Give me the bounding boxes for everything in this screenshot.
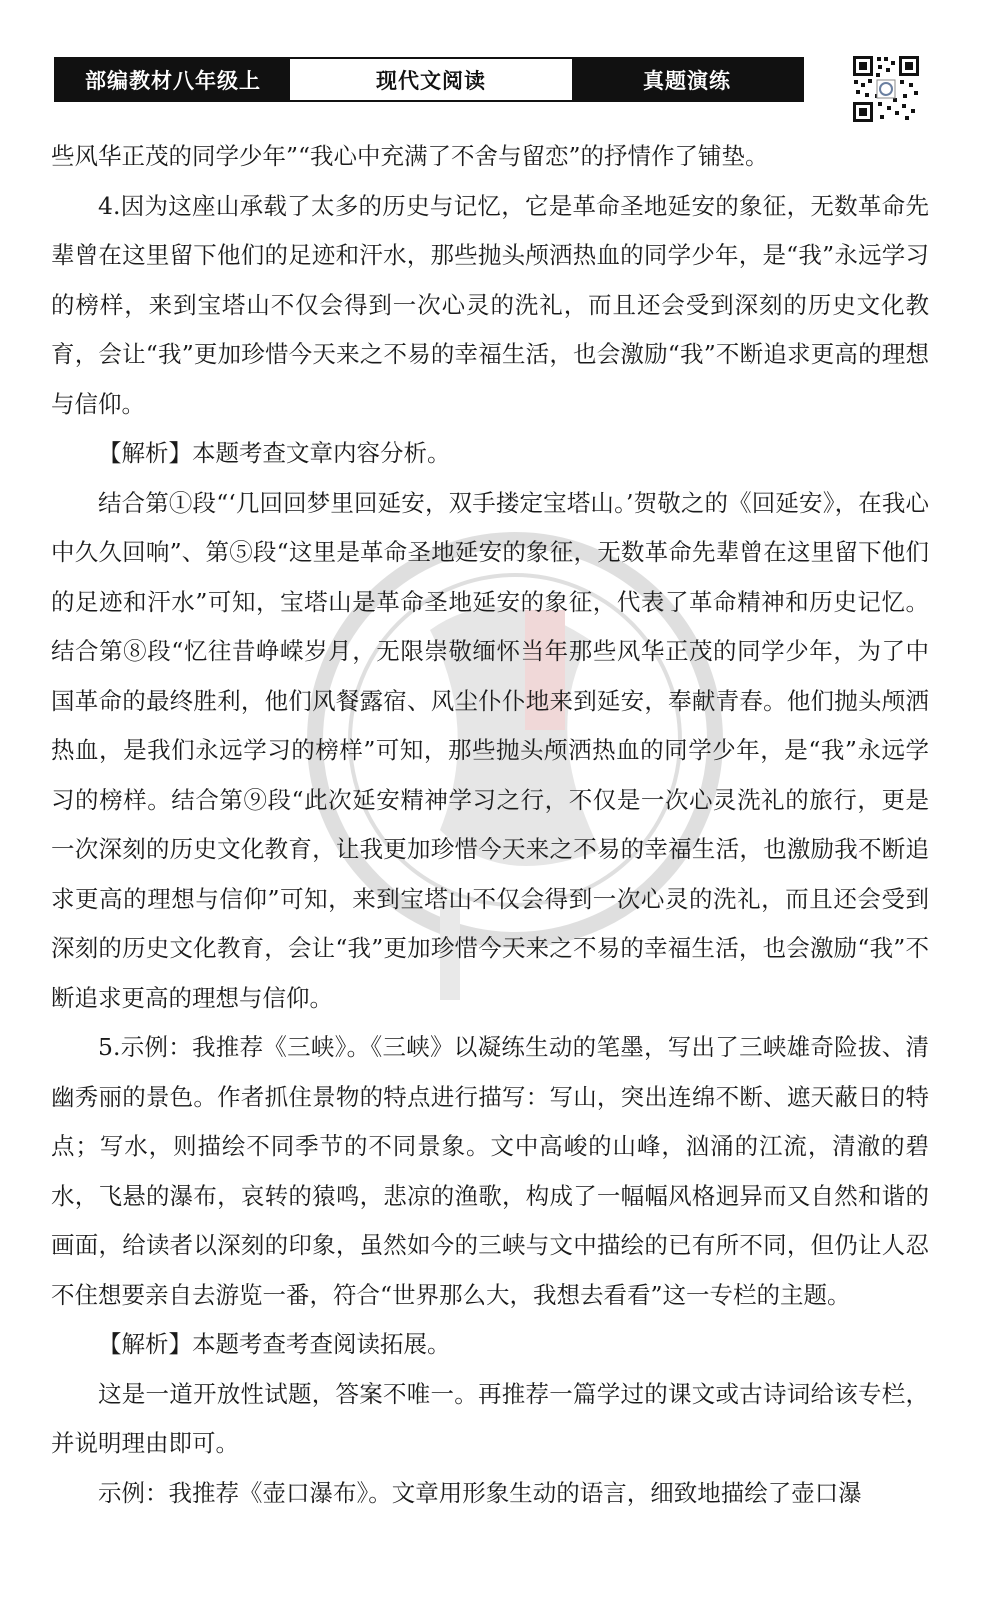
paragraph: 些风华正茂的同学少年”“我心中充满了不舍与留恋”的抒情作了铺垫。 (51, 142, 769, 170)
page-header (54, 57, 804, 102)
paragraph: 这是一道开放性试题，答案不唯一。再推荐一篇学过的课文或古诗词给该专栏，并说明理由即可。 (51, 1379, 929, 1457)
paragraph: 示例：我推荐《壶口瀑布》。文章用形象生动的语言，细致地描绘了壶口瀑 (98, 1478, 862, 1507)
paragraph: 【解析】本题考查文章内容分析。 (98, 439, 451, 467)
paragraph: 【解析】本题考查考查阅读拓展。 (98, 1330, 451, 1358)
answer-text-body (51, 132, 929, 1518)
header-textbook-label: 部编教材八年级上 (56, 59, 290, 100)
header-exercise-label: 真题演练 (572, 59, 802, 100)
qr-code-icon[interactable] (851, 54, 921, 124)
paragraph: 4.因为这座山承载了太多的历史与记忆，它是革命圣地延安的象征，无数革命先辈曾在这里留下他们的足迹和汗水，那些抛头颅洒热血的同学少年，是“我”永远学习的榜样，来到宝塔山不仅会得到一次心灵的洗礼，而且还会受到深刻的历史文化教育，会让“我”更加珍惜今天来之不易的幸福生活，也会激励“我”不断追求更高的理想与信仰。 (51, 191, 929, 418)
header-section-label: 现代文阅读 (290, 59, 572, 100)
paragraph: 结合第①段“‘几回回梦里回延安，双手搂定宝塔山。’贺敬之的《回延安》，在我心中久久回响”、第⑤段“这里是革命圣地延安的象征，无数革命先辈曾在这里留下他们的足迹和汗水”可知，宝塔山是革命圣地延安的象征，代表了革命精神和历史记忆。结合第⑧段“忆往昔峥嵘岁月，无限崇敬缅怀当年那些风华正茂的同学少年，为了中国革命的最终胜利，他们风餐露宿、风尘仆仆地来到延安，奉献青春。他们抛头颅洒热血，是我们永远学习的榜样”可知，那些抛头颅洒热血的同学少年，是“我”永远学习的榜样。结合第⑨段“此次延安精神学习之行，不仅是一次心灵洗礼的旅行，更是一次深刻的历史文化教育，让我更加珍惜今天来之不易的幸福生活，也激励我不断追求更高的理想与信仰”可知，来到宝塔山不仅会得到一次心灵的洗礼，而且还会受到深刻的历史文化教育，会让“我”更加珍惜今天来之不易的幸福生活，也会激励“我”不断追求更高的理想与信仰。 (51, 488, 929, 1012)
paragraph: 5.示例：我推荐《三峡》。《三峡》以凝练生动的笔墨，写出了三峡雄奇险拔、清幽秀丽的景色。作者抓住景物的特点进行描写：写山，突出连绵不断、遮天蔽日的特点；写水，则描绘不同季节的不同景象。文中高峻的山峰，汹涌的江流，清澈的碧水，飞悬的瀑布，哀转的猿鸣，悲凉的渔歌，构成了一幅幅风格迥异而又自然和谐的画面，给读者以深刻的印象，虽然如今的三峡与文中描绘的已有所不同，但仍让人忍不住想要亲自去游览一番，符合“世界那么大，我想去看看”这一专栏的主题。 (51, 1033, 929, 1309)
